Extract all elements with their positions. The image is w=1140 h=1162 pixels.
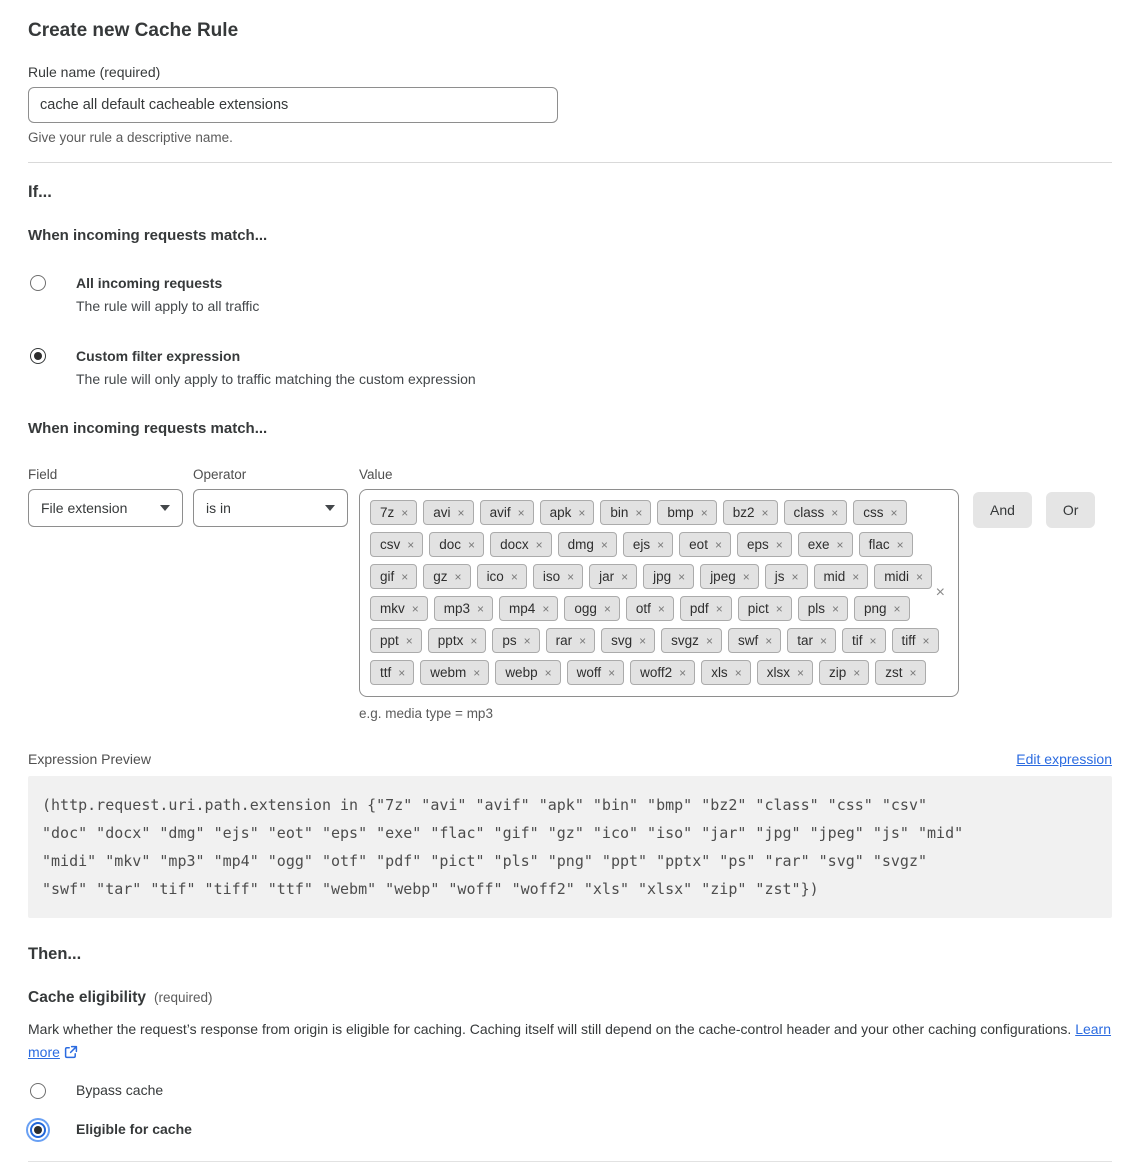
value-tag bbox=[589, 564, 637, 589]
value-tag bbox=[679, 532, 731, 557]
field-select-value: File extension bbox=[41, 500, 128, 516]
value-tag-label: tiff bbox=[901, 633, 916, 648]
remove-tag-icon[interactable]: × bbox=[510, 569, 518, 584]
then-heading: Then... bbox=[28, 945, 82, 963]
value-tag-label: avi bbox=[433, 505, 451, 520]
value-tag bbox=[723, 500, 778, 525]
value-tag bbox=[700, 564, 759, 589]
expression-preview-code bbox=[28, 776, 1112, 918]
field-label: Field bbox=[28, 467, 58, 482]
value-tag bbox=[540, 500, 595, 525]
value-tag-label: ttf bbox=[380, 665, 392, 680]
value-tag bbox=[567, 660, 625, 685]
remove-tag-icon[interactable]: × bbox=[398, 665, 406, 680]
value-tag bbox=[420, 660, 489, 685]
remove-tag-icon[interactable]: × bbox=[468, 537, 476, 552]
value-tag bbox=[657, 500, 716, 525]
radio-label: Custom filter expression bbox=[76, 348, 241, 364]
value-tag-label: webp bbox=[505, 665, 538, 680]
value-tag bbox=[533, 564, 583, 589]
value-tag-label: eot bbox=[689, 537, 708, 552]
remove-tag-icon[interactable]: × bbox=[457, 505, 465, 520]
remove-tag-icon[interactable]: × bbox=[600, 537, 608, 552]
remove-tag-icon[interactable]: × bbox=[603, 601, 611, 616]
value-tag-label: pdf bbox=[689, 601, 709, 616]
value-tag-label: zst bbox=[885, 665, 903, 680]
edit-expression-link[interactable]: Edit expression bbox=[1016, 751, 1112, 767]
value-tag bbox=[701, 660, 751, 685]
remove-tag-icon[interactable]: × bbox=[831, 505, 839, 520]
external-link-icon bbox=[64, 1045, 78, 1059]
remove-tag-icon[interactable]: × bbox=[742, 569, 750, 584]
value-tag bbox=[480, 500, 534, 525]
value-hint: e.g. media type = mp3 bbox=[359, 706, 493, 721]
value-tag-label: ps bbox=[502, 633, 517, 648]
value-tag-label: ppt bbox=[380, 633, 399, 648]
remove-tag-icon[interactable]: × bbox=[734, 665, 742, 680]
value-tag-label: exe bbox=[807, 537, 830, 552]
code-line: "swf" "tar" "tif" "tiff" "ttf" "webm" "webp" "woff" "woff2" "xls" "xlsx" "zip" "zst"}) bbox=[42, 880, 819, 898]
cache-eligibility-label: Cache eligibility bbox=[28, 989, 147, 1006]
learn-more-link[interactable]: Learn more bbox=[28, 1021, 1112, 1060]
remove-tag-icon[interactable]: × bbox=[890, 505, 898, 520]
remove-tag-icon[interactable]: × bbox=[578, 505, 586, 520]
value-tag-label: 7z bbox=[380, 505, 395, 520]
radio-custom-filter-expression[interactable] bbox=[28, 347, 1112, 389]
value-tag bbox=[428, 628, 487, 653]
remove-tag-icon[interactable]: × bbox=[635, 505, 643, 520]
value-column bbox=[359, 467, 959, 721]
remove-tag-icon[interactable]: × bbox=[852, 569, 860, 584]
value-tag bbox=[370, 532, 423, 557]
value-tag bbox=[495, 660, 560, 685]
radio-icon[interactable] bbox=[30, 1122, 46, 1138]
value-tag-label: dmg bbox=[567, 537, 594, 552]
value-tag-label: iso bbox=[542, 569, 561, 584]
value-tag-label: svgz bbox=[671, 633, 699, 648]
value-tag bbox=[643, 564, 694, 589]
remove-tag-icon[interactable]: × bbox=[678, 569, 686, 584]
tag-row bbox=[370, 500, 918, 525]
tag-row bbox=[370, 532, 918, 557]
value-tag-label: bmp bbox=[667, 505, 694, 520]
value-tag-label: bin bbox=[610, 505, 629, 520]
remove-tag-icon[interactable]: × bbox=[579, 633, 587, 648]
value-tag-label: bz2 bbox=[732, 505, 755, 520]
value-tag-label: jpg bbox=[653, 569, 672, 584]
remove-tag-icon[interactable]: × bbox=[705, 633, 713, 648]
value-tag-label: mp4 bbox=[509, 601, 536, 616]
remove-tag-icon[interactable]: × bbox=[700, 505, 708, 520]
value-tag bbox=[784, 500, 848, 525]
match-type-heading: When incoming requests match... bbox=[28, 227, 268, 244]
if-heading: If... bbox=[28, 183, 52, 201]
field-column bbox=[28, 467, 183, 527]
value-tag bbox=[558, 532, 617, 557]
remove-tag-icon[interactable]: × bbox=[714, 537, 722, 552]
expression-builder-row bbox=[28, 467, 1112, 721]
value-tag-label: eps bbox=[746, 537, 769, 552]
remove-tag-icon[interactable]: × bbox=[401, 569, 409, 584]
radio-eligible-for-cache[interactable] bbox=[28, 1120, 1112, 1139]
value-tag-label: xlsx bbox=[766, 665, 790, 680]
code-line: "midi" "mkv" "mp3" "mp4" "ogg" "otf" "pdf" "pict" "pls" "png" "ppt" "pptx" "ps" "rar" "svg" "svgz" bbox=[42, 852, 928, 870]
value-tag-label: ejs bbox=[632, 537, 651, 552]
value-tag bbox=[423, 500, 473, 525]
remove-tag-icon[interactable]: × bbox=[535, 537, 543, 552]
value-tags bbox=[370, 500, 930, 685]
value-tag-label: otf bbox=[635, 601, 651, 616]
value-tag bbox=[854, 596, 910, 621]
builder-heading: When incoming requests match... bbox=[28, 420, 268, 437]
tag-row bbox=[370, 660, 918, 685]
required-note: (required) bbox=[154, 990, 213, 1005]
remove-tag-icon[interactable]: × bbox=[567, 569, 575, 584]
value-tag bbox=[728, 628, 781, 653]
value-tag bbox=[853, 500, 906, 525]
value-tag-label: flac bbox=[868, 537, 890, 552]
value-tag bbox=[738, 596, 792, 621]
value-tag bbox=[626, 596, 674, 621]
value-tag-label: svg bbox=[611, 633, 633, 648]
value-tag-label: rar bbox=[555, 633, 573, 648]
andor-buttons bbox=[973, 492, 1095, 528]
value-tag bbox=[875, 660, 925, 685]
value-tag bbox=[680, 596, 732, 621]
value-tag bbox=[842, 628, 886, 653]
remove-tag-icon[interactable]: × bbox=[796, 665, 804, 680]
value-tag-label: zip bbox=[828, 665, 847, 680]
value-tag bbox=[370, 500, 417, 525]
remove-tag-icon[interactable]: × bbox=[523, 633, 531, 648]
value-tag bbox=[798, 596, 848, 621]
remove-tag-icon[interactable]: × bbox=[765, 633, 773, 648]
code-line: (http.request.uri.path.extension in {"7z" "avi" "avif" "apk" "bin" "bmp" "bz2" "class" "css" "csv" bbox=[42, 796, 928, 814]
value-tag-label: docx bbox=[500, 537, 529, 552]
remove-tag-icon[interactable]: × bbox=[657, 601, 665, 616]
value-tag-label: tar bbox=[797, 633, 813, 648]
remove-tag-icon[interactable]: × bbox=[832, 601, 840, 616]
value-tag-label: tif bbox=[852, 633, 863, 648]
rule-name-block bbox=[28, 64, 1112, 145]
code-line: "doc" "docx" "dmg" "ejs" "eot" "eps" "exe" "flac" "gif" "gz" "ico" "iso" "jar" "jpg" "jpeg" "js" "mid" bbox=[42, 824, 964, 842]
value-tag bbox=[661, 628, 722, 653]
value-tag bbox=[814, 564, 869, 589]
radio-bypass-cache[interactable] bbox=[28, 1081, 1112, 1100]
value-tag-label: apk bbox=[549, 505, 572, 520]
tag-row bbox=[370, 628, 930, 653]
radio-icon[interactable] bbox=[30, 348, 46, 364]
cache-eligibility-options bbox=[28, 1081, 1112, 1139]
remove-tag-icon[interactable]: × bbox=[916, 569, 924, 584]
value-tag-label: js bbox=[774, 569, 785, 584]
value-tag-label: csv bbox=[380, 537, 401, 552]
value-tag bbox=[564, 596, 620, 621]
operator-label: Operator bbox=[193, 467, 247, 482]
radio-label: Bypass cache bbox=[76, 1082, 164, 1098]
remove-tag-icon[interactable]: × bbox=[411, 601, 419, 616]
remove-tag-icon[interactable]: × bbox=[775, 537, 783, 552]
tag-row bbox=[370, 564, 924, 589]
value-tag-label: jar bbox=[599, 569, 615, 584]
remove-tag-icon[interactable]: × bbox=[405, 633, 413, 648]
value-tag-label: midi bbox=[884, 569, 910, 584]
value-tag bbox=[737, 532, 792, 557]
remove-tag-icon[interactable]: × bbox=[819, 633, 827, 648]
value-tag-label: gz bbox=[433, 569, 448, 584]
value-tag-label: ico bbox=[486, 569, 504, 584]
remove-tag-icon[interactable]: × bbox=[869, 633, 877, 648]
value-tag bbox=[859, 532, 913, 557]
field-select[interactable] bbox=[28, 489, 183, 527]
value-tag bbox=[490, 532, 552, 557]
chevron-down-icon bbox=[325, 505, 335, 511]
value-tag bbox=[600, 500, 651, 525]
value-tag-label: pls bbox=[807, 601, 825, 616]
value-tag bbox=[499, 596, 558, 621]
remove-tag-icon[interactable]: × bbox=[853, 665, 861, 680]
radio-icon[interactable] bbox=[30, 275, 46, 291]
remove-tag-icon[interactable]: × bbox=[836, 537, 844, 552]
cache-eligibility-description bbox=[28, 1018, 1112, 1064]
value-tag-label: css bbox=[863, 505, 884, 520]
expression-preview-label: Expression Preview bbox=[28, 751, 151, 767]
value-tag bbox=[798, 532, 853, 557]
value-tag-label: webm bbox=[430, 665, 467, 680]
operator-select-value: is in bbox=[206, 500, 231, 516]
value-tag-label: pptx bbox=[437, 633, 464, 648]
radio-description: The rule will only apply to traffic matching the custom expression bbox=[76, 371, 476, 387]
remove-tag-icon[interactable]: × bbox=[544, 665, 552, 680]
value-tag-label: jpeg bbox=[710, 569, 736, 584]
value-tag-label: mp3 bbox=[443, 601, 471, 616]
value-tag bbox=[623, 532, 673, 557]
remove-tag-icon[interactable]: × bbox=[470, 633, 478, 648]
rule-name-input[interactable] bbox=[28, 87, 558, 123]
value-tag-label: avif bbox=[489, 505, 511, 520]
remove-tag-icon[interactable]: × bbox=[639, 633, 647, 648]
remove-tag-icon[interactable]: × bbox=[477, 601, 485, 616]
clear-value-icon[interactable]: × bbox=[935, 584, 945, 601]
operator-column bbox=[193, 467, 348, 527]
value-tag-box[interactable] bbox=[359, 489, 959, 697]
value-tag bbox=[423, 564, 470, 589]
remove-tag-icon[interactable]: × bbox=[679, 665, 687, 680]
value-tag bbox=[370, 660, 414, 685]
remove-tag-icon[interactable]: × bbox=[657, 537, 665, 552]
remove-tag-icon[interactable]: × bbox=[454, 569, 462, 584]
tag-row bbox=[370, 596, 918, 621]
remove-tag-icon[interactable]: × bbox=[542, 601, 550, 616]
value-tag bbox=[370, 628, 422, 653]
rule-name-label: Rule name (required) bbox=[28, 64, 161, 80]
value-tag bbox=[892, 628, 939, 653]
value-tag-label: pict bbox=[747, 601, 769, 616]
value-tag-label: ogg bbox=[574, 601, 597, 616]
remove-tag-icon[interactable]: × bbox=[715, 601, 723, 616]
value-label: Value bbox=[359, 467, 393, 482]
remove-tag-icon[interactable]: × bbox=[909, 665, 917, 680]
value-tag bbox=[757, 660, 813, 685]
rule-name-help: Give your rule a descriptive name. bbox=[28, 130, 233, 145]
value-tag bbox=[492, 628, 539, 653]
value-tag-label: mkv bbox=[380, 601, 405, 616]
radio-icon[interactable] bbox=[30, 1083, 46, 1099]
value-tag-label: class bbox=[793, 505, 825, 520]
description-text: Mark whether the request’s response from origin is eligible for caching. Caching itself will still depend on the cache-control header and your other caching configurations. bbox=[28, 1021, 1072, 1037]
remove-tag-icon[interactable]: × bbox=[761, 505, 769, 520]
cache-eligibility-header bbox=[28, 989, 1112, 1007]
value-tag bbox=[546, 628, 596, 653]
value-tag bbox=[477, 564, 527, 589]
radio-label: All incoming requests bbox=[76, 275, 223, 291]
remove-tag-icon[interactable]: × bbox=[407, 537, 415, 552]
section-divider bbox=[28, 162, 1112, 163]
remove-tag-icon[interactable]: × bbox=[896, 537, 904, 552]
value-tag bbox=[370, 596, 428, 621]
value-tag-label: woff2 bbox=[640, 665, 673, 680]
value-tag bbox=[370, 564, 417, 589]
value-tag-label: png bbox=[864, 601, 887, 616]
value-tag bbox=[429, 532, 484, 557]
value-tag bbox=[765, 564, 808, 589]
remove-tag-icon[interactable]: × bbox=[517, 505, 525, 520]
remove-tag-icon[interactable]: × bbox=[922, 633, 930, 648]
remove-tag-icon[interactable]: × bbox=[608, 665, 616, 680]
and-button[interactable]: And bbox=[973, 492, 1032, 528]
value-tag-label: xls bbox=[711, 665, 728, 680]
value-tag-label: mid bbox=[823, 569, 846, 584]
page-title: Create new Cache Rule bbox=[28, 20, 239, 41]
value-tag-label: woff bbox=[576, 665, 602, 680]
radio-description: The rule will apply to all traffic bbox=[76, 298, 260, 314]
value-tag bbox=[630, 660, 695, 685]
value-tag-label: gif bbox=[380, 569, 395, 584]
value-tag bbox=[819, 660, 869, 685]
remove-tag-icon[interactable]: × bbox=[775, 601, 783, 616]
remove-tag-icon[interactable]: × bbox=[893, 601, 901, 616]
expression-preview-header bbox=[28, 751, 1112, 767]
remove-tag-icon[interactable]: × bbox=[473, 665, 481, 680]
or-button[interactable]: Or bbox=[1046, 492, 1096, 528]
radio-all-incoming-requests[interactable] bbox=[28, 274, 1112, 316]
value-tag bbox=[601, 628, 655, 653]
radio-label: Eligible for cache bbox=[76, 1121, 192, 1137]
value-tag-label: swf bbox=[737, 633, 759, 648]
chevron-down-icon bbox=[160, 505, 170, 511]
value-tag bbox=[434, 596, 493, 621]
value-tag bbox=[874, 564, 932, 589]
operator-select[interactable] bbox=[193, 489, 348, 527]
value-tag bbox=[787, 628, 836, 653]
remove-tag-icon[interactable]: × bbox=[401, 505, 409, 520]
remove-tag-icon[interactable]: × bbox=[621, 569, 629, 584]
value-tag-label: doc bbox=[439, 537, 462, 552]
remove-tag-icon[interactable]: × bbox=[791, 569, 799, 584]
